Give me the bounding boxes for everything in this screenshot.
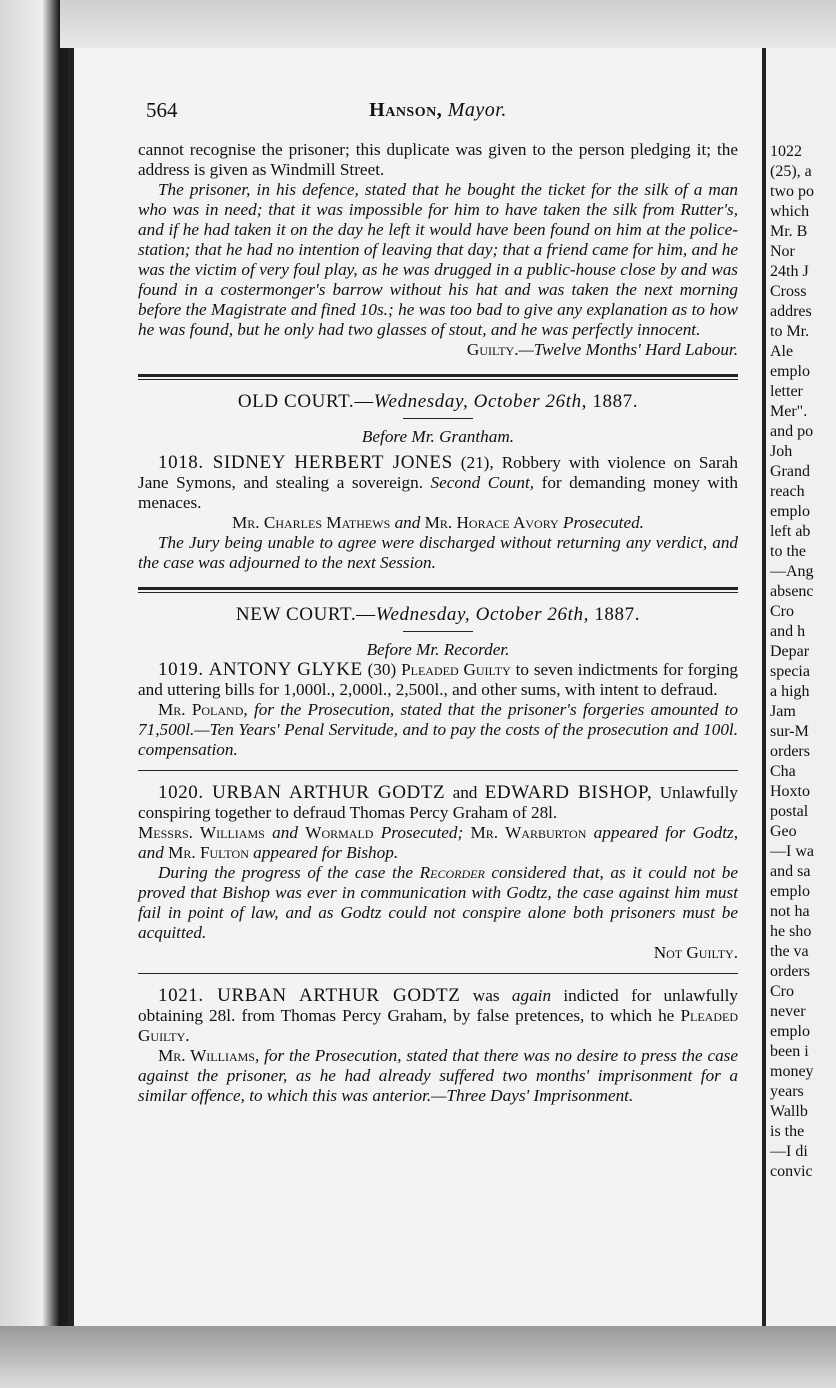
case-1018 — [138, 453, 738, 513]
case-1020-progress-b: considered that, as it could not be proved that Bishop was ever in communication with Godtz, the case against him must fail in point of law, and as Godtz could not conspire alone both prisoners must be acquitted. — [138, 863, 738, 942]
facing-page-line: 1022 — [770, 143, 802, 160]
facing-page-line: (25), a — [770, 163, 812, 180]
case-1018-end: for demanding money with menaces. — [138, 473, 738, 512]
facing-page-line: a high — [770, 683, 810, 700]
facing-page-line: to the — [770, 543, 806, 560]
conjunction: and — [445, 783, 485, 802]
facing-page-line: —I di — [770, 1143, 808, 1160]
facing-page-line: money — [770, 1063, 814, 1080]
old-court-heading — [138, 392, 738, 412]
facing-page-line: —Ang — [770, 563, 814, 580]
page-number: 564 — [146, 98, 178, 122]
prosecutor-2: Mr. Horace Avory — [424, 513, 559, 532]
facing-page-line: Mer". — [770, 403, 808, 420]
facing-page-line: never — [770, 1003, 806, 1020]
facing-page-line: emplo — [770, 1023, 810, 1040]
facing-page-line: emplo — [770, 363, 810, 380]
case-1018-jury: The Jury being unable to agree were discharged without returning any verdict, and the case was adjourned to the next Session. — [138, 533, 738, 572]
page-content — [138, 100, 738, 1106]
facing-page-line: Cro — [770, 603, 794, 620]
verdict-line — [138, 340, 738, 360]
case-1020-text: Unlawfully conspiring together to defraud Thomas Percy Graham of 28l. — [138, 783, 738, 822]
case-1021 — [138, 986, 738, 1046]
facing-page-line: Jam — [770, 703, 796, 720]
case-1021-statement — [138, 1046, 738, 1106]
running-head — [138, 100, 738, 120]
facing-page-line: Wallb — [770, 1103, 808, 1120]
new-court-date: Wednesday, October 26th, — [375, 604, 589, 625]
case-1021-counsel: Mr. Williams, — [158, 1046, 260, 1065]
case-1019-title: 1019. ANTONY GLYKE — [158, 659, 363, 680]
scan-top-margin — [0, 0, 836, 48]
case-1019-age: (30) — [362, 660, 402, 679]
case-1019 — [138, 660, 738, 700]
prosecuted-word: Prosecuted. — [558, 513, 644, 532]
old-court-judge: Before Mr. Grantham. — [361, 427, 515, 446]
facing-page-line: to Mr. — [770, 323, 810, 340]
prosecutor-1: Mr. Charles Mathews — [232, 513, 391, 532]
section-rule — [138, 374, 738, 380]
paragraph-defence: The prisoner, in his defence, stated that he bought the ticket for the silk of a man who was in need; that it was impossible for him to have taken the silk from Rutter's, and if he had taken it on the day he left it would have been found on him at the police-station; that he had no intention of leaving that day; that a friend came for him, and he was the victim of very foul play, as he was drugged in a public-house close by and was found in a costermonger's barrow without his hat and was taken the next morning before the Magistrate and fined 10s.; he was too bad to give any explanation as to how he was found, but he only had two glasses of stout, and he was perfectly innocent. — [138, 180, 738, 339]
facing-page-line: Ale — [770, 343, 794, 360]
facing-page-line: 24th J — [770, 263, 809, 280]
facing-page-line: orders — [770, 743, 810, 760]
conjunction: and — [390, 513, 425, 532]
new-court-judge: Before Mr. Recorder. — [366, 640, 510, 659]
facing-page — [762, 48, 836, 1326]
section-rule — [138, 587, 738, 593]
facing-page-line: and po — [770, 423, 814, 440]
facing-page-line: sur-M — [770, 723, 809, 740]
case-1021-text: indicted for unlawfully obtaining 28l. from Thomas Percy Graham, by false pretences, to which he — [138, 986, 739, 1025]
facing-page-line: which — [770, 203, 810, 220]
case-1019-counsel: Mr. Poland, — [158, 700, 248, 719]
facing-page-line: Cross — [770, 283, 807, 300]
case-1018-prosecution — [138, 513, 738, 533]
new-court-year: 1887. — [588, 604, 641, 625]
facing-page-line: specia — [770, 663, 810, 680]
case-1020-verdict: Not Guilty. — [653, 943, 738, 962]
appeared-bishop: appeared for Bishop. — [248, 843, 399, 862]
case-1020-counsel — [138, 823, 738, 863]
facing-page-line: absenc — [770, 583, 814, 600]
verdict-word: Guilty. — [466, 340, 519, 359]
facing-page-line: addres — [770, 303, 812, 320]
facing-page-line: not ha — [770, 903, 810, 920]
new-court-title: NEW COURT.— — [235, 604, 376, 625]
short-rule — [403, 631, 473, 632]
case-1020-progress — [138, 863, 738, 943]
facing-page-line: Mr. B — [770, 223, 808, 240]
facing-page-line: and h — [770, 623, 806, 640]
facing-page-line: years — [770, 1083, 804, 1100]
counsel-wormald: Wormald — [305, 823, 374, 842]
case-rule — [138, 973, 738, 974]
case-1021-again: again — [511, 986, 552, 1005]
facing-page-line: postal — [770, 803, 809, 820]
old-court-year: 1887. — [587, 391, 639, 412]
appeared-godtz: appeared for Godtz, and — [138, 823, 738, 862]
conjunction: and — [264, 823, 306, 842]
facing-page-text — [770, 142, 814, 1182]
facing-page-line: is the — [770, 1123, 805, 1140]
facing-page-line: letter — [770, 383, 803, 400]
case-1021-sentence: for the Prosecution, stated that there was no desire to press the case against the prisoner, as he had already suffered two months' imprisonment for a similar offence, to which this was anterior.—Three Days' Imprisonment. — [138, 1046, 738, 1105]
case-1020-title: 1020. URBAN ARTHUR GODTZ — [158, 782, 446, 803]
case-1021-plea: Pleaded Guilty. — [138, 1006, 738, 1045]
paragraph-continued: cannot recognise the prisoner; this duplicate was given to the person pledging it; the address is given as Windmill Street. — [138, 140, 738, 179]
facing-page-line: and sa — [770, 863, 811, 880]
case-1021-was: was — [460, 986, 512, 1005]
page-header — [138, 100, 738, 140]
case-1021-title: 1021. URBAN ARTHUR GODTZ — [158, 985, 461, 1006]
facing-page-line: Depar — [770, 643, 810, 660]
case-1019-text: to seven indictments for forging and uttering bills for 1,000l., 2,000l., 2,500l., and other sums, with intent to defraud. — [138, 660, 739, 699]
running-head-name: Hanson, — [369, 99, 443, 121]
facing-page-line: emplo — [770, 503, 810, 520]
case-1018-second-count: Second Count, — [430, 473, 535, 492]
case-1020-progress-a: During the progress of the case the — [158, 863, 420, 882]
case-1018-title: 1018. SIDNEY HERBERT JONES — [158, 452, 453, 473]
book-page — [68, 48, 764, 1326]
running-head-title: Mayor. — [447, 99, 507, 121]
scan-bottom-margin — [0, 1326, 836, 1388]
facing-page-line: —I wa — [770, 843, 814, 860]
facing-page-line: Joh — [770, 443, 793, 460]
case-1019-sentence: for the Prosecution, stated that the prisoner's forgeries amounted to 71,500l.—Ten Years' Penal Servitude, and to pay the costs of the prosecution and 100l. compensation. — [138, 700, 738, 759]
facing-page-line: Cha — [770, 763, 796, 780]
facing-page-line: Grand — [770, 463, 810, 480]
book-left-edge — [0, 0, 60, 1388]
facing-page-line: Geo — [770, 823, 797, 840]
facing-page-line: two po — [770, 183, 814, 200]
facing-page-line: Hoxto — [770, 783, 810, 800]
counsel-williams: Messrs. Williams — [138, 823, 265, 842]
facing-page-line: left ab — [770, 523, 811, 540]
facing-page-line: the va — [770, 943, 809, 960]
verdict-sentence: —Twelve Months' Hard Labour. — [518, 340, 738, 359]
prosecuted-word: Prosecuted; — [373, 823, 471, 842]
new-court-heading — [138, 605, 738, 625]
facing-page-line: emplo — [770, 883, 810, 900]
counsel-warburton: Mr. Warburton — [470, 823, 587, 842]
case-1019-plea: Pleaded Guilty — [401, 660, 511, 679]
case-rule — [138, 770, 738, 771]
recorder-word: Recorder — [419, 863, 485, 882]
case-1019-statement — [138, 700, 738, 760]
facing-page-line: Nor — [770, 243, 795, 260]
facing-page-line: he sho — [770, 923, 812, 940]
case-1020 — [138, 783, 738, 823]
case-1018-text: (21), Robbery with violence on Sarah Jane Symons, and stealing a sovereign. — [138, 453, 738, 492]
facing-page-line: been i — [770, 1043, 809, 1060]
facing-page-line: convic — [770, 1163, 813, 1180]
facing-page-line: Cro — [770, 983, 794, 1000]
old-court-title: OLD COURT.— — [237, 391, 374, 412]
old-court-date: Wednesday, October 26th, — [373, 391, 588, 412]
facing-page-line: orders — [770, 963, 810, 980]
short-rule — [403, 418, 473, 419]
case-1020-defendant-2: EDWARD BISHOP, — [484, 782, 653, 803]
facing-page-line: reach — [770, 483, 805, 500]
counsel-fulton: Mr. Fulton — [168, 843, 249, 862]
